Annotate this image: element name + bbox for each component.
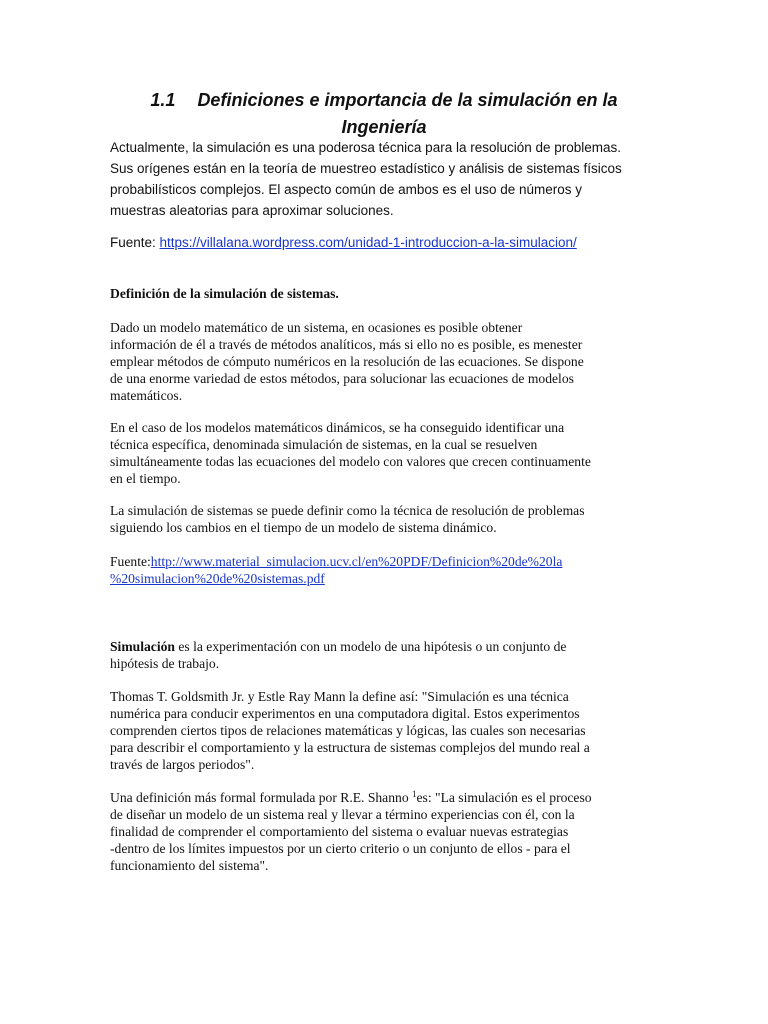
shannon-quote-start: es: "La simulación es el proceso	[416, 790, 592, 805]
intro-paragraph	[110, 137, 670, 221]
footnote-reference[interactable]: 1	[412, 789, 417, 799]
paragraph-line: En el caso de los modelos matemáticos dinámicos, se ha conseguido identificar una	[110, 420, 565, 435]
paragraph-line: La simulación de sistemas se puede definir como la técnica de resolución de problemas	[110, 503, 585, 518]
definition-paragraph-2	[110, 419, 670, 487]
paragraph-line: información de él a través de métodos analíticos, más si ello no es posible, es menester	[110, 337, 583, 352]
simulacion-definition	[110, 638, 670, 672]
paragraph-line: Thomas T. Goldsmith Jr. y Estle Ray Mann la define así: "Simulación es una técnica	[110, 689, 569, 704]
paragraph-line: matemáticos.	[110, 388, 183, 403]
paragraph-line: técnica específica, denominada simulación de sistemas, en la cual se resuelven	[110, 437, 538, 452]
intro-line: Sus orígenes están en la teoría de muestreo estadístico y análisis de sistemas físicos	[110, 161, 622, 176]
definition-subtitle-block	[110, 285, 670, 302]
heading-title-part2: Ingeniería	[341, 117, 427, 137]
paragraph-line: de una enorme variedad de estos métodos, para solucionar las ecuaciones de modelos	[110, 371, 574, 386]
paragraph-line: través de largos periodos".	[110, 757, 255, 772]
paragraph-line: comprenden ciertos tipos de relaciones matemáticas y lógicas, las cuales son necesarias	[110, 723, 586, 738]
paragraph-line: numérica para conducir experimentos en una computadora digital. Estos experimentos	[110, 706, 580, 721]
paragraph-line: de diseñar un modelo de un sistema real y llevar a término experiencias con él, con la	[110, 807, 575, 822]
definition-paragraph-3	[110, 502, 670, 536]
heading-title-part1: Definiciones e importancia de la simulación en la	[197, 90, 618, 110]
paragraph-line: Dado un modelo matemático de un sistema, en ocasiones es posible obtener	[110, 320, 523, 335]
paragraph-line: siguiendo los cambios en el tiempo de un modelo de sistema dinámico.	[110, 520, 497, 535]
paragraph-line: emplear métodos de cómputo numéricos en la resolución de las ecuaciones. Se dispone	[110, 354, 584, 369]
source-link-part2[interactable]: %20simulacion%20de%20sistemas.pdf	[110, 571, 325, 586]
definition-source	[110, 553, 670, 587]
intro-line: probabilísticos complejos. El aspecto común de ambos es el uso de números y	[110, 182, 582, 197]
section-number: 1.1	[150, 90, 176, 110]
paragraph-line: hipótesis de trabajo.	[110, 656, 220, 671]
paragraph-line: en el tiempo.	[110, 471, 181, 486]
source-link[interactable]: https://villalana.wordpress.com/unidad-1-introduccion-a-la-simulacion/	[159, 235, 577, 250]
section-heading	[110, 87, 658, 141]
source-label: Fuente:	[110, 235, 160, 250]
definition-subtitle: Definición de la simulación de sistemas.	[110, 286, 339, 301]
goldsmith-paragraph	[110, 688, 670, 773]
paragraph-line: -dentro de los límites impuestos por un cierto criterio o un conjunto de ellos - para el	[110, 841, 571, 856]
source-line	[110, 570, 670, 587]
term-simulacion: Simulación	[110, 639, 175, 654]
source-line	[110, 553, 670, 570]
source-link-part1[interactable]: http://www.material_simulacion.ucv.cl/en%20PDF/Definicion%20de%20la	[150, 554, 563, 569]
paragraph-line	[110, 638, 670, 655]
paragraph-line: para describir el comportamiento y la estructura de sistemas complejos del mundo real a	[110, 740, 590, 755]
shannon-paragraph	[110, 789, 670, 874]
paragraph-line	[110, 789, 670, 806]
term-definition: es la experimentación con un modelo de una hipótesis o un conjunto de	[174, 639, 567, 654]
intro-line: muestras aleatorias para aproximar soluciones.	[110, 203, 394, 218]
intro-line: Actualmente, la simulación es una poderosa técnica para la resolución de problemas.	[110, 140, 622, 155]
paragraph-line: simultáneamente todas las ecuaciones del modelo con valores que crecen continuamente	[110, 454, 591, 469]
definition-paragraph-1	[110, 319, 670, 404]
paragraph-line: finalidad de comprender el comportamiento del sistema o evaluar nuevas estrategias	[110, 824, 569, 839]
shannon-intro: Una definición más formal formulada por R.E. Shanno	[110, 790, 413, 805]
source-label: Fuente:	[110, 554, 151, 569]
intro-source	[110, 233, 577, 253]
heading-line-1	[110, 87, 658, 114]
paragraph-line: funcionamiento del sistema".	[110, 858, 269, 873]
